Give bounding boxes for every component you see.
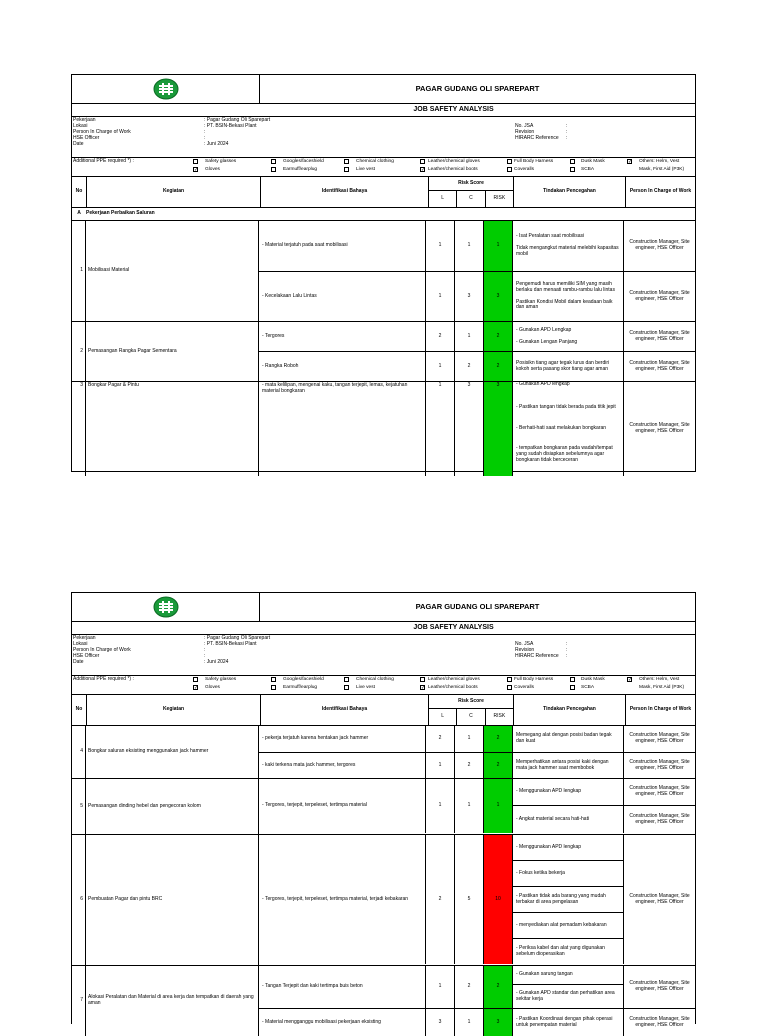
info-label: No. JSA xyxy=(515,641,534,647)
consequence-cell: 2 xyxy=(455,966,484,1008)
control-item: - menyediakan alat pemadam kebakaran xyxy=(513,913,623,939)
ppe-item: Dusk Mask xyxy=(581,159,605,164)
info-label: Date xyxy=(73,659,84,665)
activity-no: 1 xyxy=(72,221,86,321)
pic-text: Construction Manager, Site engineer, HSE Officer xyxy=(624,779,695,806)
ppe-item: Googles/faceshield xyxy=(283,677,324,682)
control-cell xyxy=(513,352,624,381)
company-logo-icon xyxy=(153,596,179,618)
activity-name: Alokasi Peralatan dan Material di area kerja dan tempatkan di daerah yang aman xyxy=(86,966,259,1036)
table-row xyxy=(259,966,695,1009)
ppe-item: Full Body Harness xyxy=(514,159,554,164)
ppe-item: Live vest xyxy=(356,167,375,172)
control-item: - tempatkan bongkaran pada wadah/tempat yang sudah disiapkan sebelumnya agar bongkaran tidak berceceran xyxy=(516,445,613,463)
info-value: : xyxy=(566,641,568,647)
table-row xyxy=(259,1009,695,1036)
hazard-cell: - Material mengganggu mobilisasi pekerjaan eksisting xyxy=(259,1009,426,1036)
risk-cell: 2 xyxy=(484,753,513,778)
jsa-sheet-page-2 xyxy=(71,592,696,1028)
consequence-cell: 1 xyxy=(455,779,484,833)
info-value: : xyxy=(204,129,206,135)
ppe-checkbox[interactable]: ✓ xyxy=(628,677,633,683)
activity-name: Pemasangan dinding hebel dan pengecoran kolom xyxy=(86,779,259,834)
info-value: : xyxy=(204,653,206,659)
control-item: - Menggunakan APD lengkap xyxy=(513,835,623,861)
ppe-item: Live vest xyxy=(356,685,375,690)
likelihood-cell: 2 xyxy=(426,322,455,351)
control-item: - Berhati-hati saat melakukan bongkaran xyxy=(516,424,607,431)
ppe-item: Leather/chemical gloves xyxy=(428,677,480,682)
hazard-cell: - Material terjatuh pada saat mobilisasi xyxy=(259,221,426,271)
header-tindakan: Tindakan Pencegahan xyxy=(514,695,626,725)
risk-cell: 2 xyxy=(484,726,513,752)
ppe-checkbox[interactable] xyxy=(507,159,512,164)
ppe-item: Full Body Harness xyxy=(514,677,554,682)
ppe-checkbox[interactable] xyxy=(193,159,198,164)
control-item: - Isat Peralatan saat mobilisasi xyxy=(516,233,585,240)
ppe-item: Mask, First Aid (P3K) xyxy=(639,685,685,690)
header-risk-score xyxy=(429,695,514,725)
header-kegiatan: Kegiatan xyxy=(87,695,261,725)
ppe-checkbox[interactable]: ✓ xyxy=(194,167,199,173)
info-value: : xyxy=(204,135,206,141)
ppe-checkbox[interactable] xyxy=(507,677,512,682)
ppe-item: Gloves xyxy=(205,167,220,172)
control-item: - Gunakan Lengan Panjang xyxy=(516,338,578,345)
ppe-checkbox[interactable] xyxy=(344,159,349,164)
consequence-cell: 1 xyxy=(455,322,484,351)
table-header xyxy=(72,177,695,208)
hazard-cell: - kaki terkena mata jack hammer, tergores xyxy=(259,753,426,778)
risk-score-label: Risk Score xyxy=(429,695,513,709)
document-title: JOB SAFETY ANALYSIS xyxy=(72,622,695,635)
header-bahaya: Identifikasi Bahaya xyxy=(261,695,429,725)
ppe-item: Earmuff/earplug xyxy=(283,167,318,172)
info-label: Revision xyxy=(515,129,535,135)
control-cell xyxy=(513,322,624,351)
activity-group xyxy=(72,726,695,779)
header-l: L xyxy=(429,709,457,725)
ppe-checkbox[interactable] xyxy=(271,677,276,682)
ppe-item: Chemical clothing xyxy=(356,677,394,682)
ppe-item: Earmuff/earplug xyxy=(283,685,318,690)
ppe-checkbox[interactable] xyxy=(507,685,512,690)
table-row xyxy=(259,272,695,321)
control-item: - Gunakan APD lengkap xyxy=(516,381,570,387)
header-no: No xyxy=(72,177,87,207)
ppe-checkbox[interactable]: ✓ xyxy=(628,159,633,165)
ppe-checkbox[interactable] xyxy=(271,167,276,172)
sheet-header xyxy=(72,593,695,622)
pic-cell: Construction Manager, Site engineer, HSE Officer xyxy=(629,329,690,342)
pic-cell: Construction Manager, Site engineer, HSE Officer xyxy=(629,892,690,905)
table-row xyxy=(259,835,695,964)
activity-group xyxy=(72,835,695,966)
section-row xyxy=(72,208,695,221)
ppe-item: Leather/chemical gloves xyxy=(428,159,480,164)
ppe-item: Dusk Mask xyxy=(581,677,605,682)
ppe-item: Coveralls xyxy=(514,685,534,690)
ppe-item: SCBA xyxy=(581,685,595,690)
ppe-item: Gloves xyxy=(205,685,220,690)
info-label: No. JSA xyxy=(515,123,534,129)
info-value: : xyxy=(566,647,568,653)
info-value: : PT. BSIN-Bekasi Plant xyxy=(204,123,257,129)
consequence-cell: 3 xyxy=(455,382,484,476)
ppe-block xyxy=(72,676,695,695)
activity-name: Bongkar saluran eksisting menggunakan jack hammer xyxy=(86,726,259,778)
hazard-cell: - Tergores, terjepit, terpeleset, tertimpa material, terjadi kebakaran xyxy=(259,835,426,964)
pic-cell: Construction Manager, Site engineer, HSE Officer xyxy=(629,758,690,771)
risk-cell: 1 xyxy=(484,221,513,271)
likelihood-cell: 1 xyxy=(426,382,455,476)
info-label: Pekerjaan xyxy=(73,117,96,123)
header-pic: Person In Charge of Work xyxy=(629,188,692,195)
pic-cell: Construction Manager, Site engineer, HSE Officer xyxy=(629,732,690,744)
ppe-checkbox[interactable] xyxy=(570,677,575,682)
ppe-checkbox[interactable] xyxy=(271,159,276,164)
risk-cell: 3 xyxy=(484,1009,513,1036)
ppe-item: Leather/chemical boots xyxy=(428,167,478,172)
activity-no: 5 xyxy=(72,779,86,834)
control-item: - Pastikan tangan tidak berada pada titik jepit xyxy=(516,403,616,410)
control-item: - Periksa kabel dan alat yang digunakan sebelum dioperasikan xyxy=(516,944,605,957)
ppe-block xyxy=(72,158,695,177)
activity-name: Pembuatan Pagar dan pintu BRC xyxy=(86,835,259,965)
info-value: : Pagar Gudang Oli Sparepart xyxy=(204,635,271,641)
info-block xyxy=(72,635,695,676)
info-label: Date xyxy=(73,141,84,147)
pic-cell: Construction Manager, Site engineer, HSE Officer xyxy=(629,980,690,992)
risk-cell: 10 xyxy=(484,835,513,964)
info-label: Person In Charge of Work xyxy=(73,129,131,135)
header-c: C xyxy=(457,191,485,207)
pic-cell: Construction Manager, Site engineer, HSE Officer xyxy=(629,359,690,372)
control-item: Pengemudi harus memiliki SIM yang masih berlaku dan menaati rambu-rambu lalu lintas xyxy=(516,281,615,293)
consequence-cell: 2 xyxy=(455,352,484,381)
control-cell xyxy=(513,1009,624,1036)
info-label: Pekerjaan xyxy=(73,635,96,641)
control-item: - Pastikan tidak ada barang yang mudah terbakar di area pengelasan xyxy=(513,887,623,913)
ppe-checkbox[interactable]: ✓ xyxy=(421,167,426,173)
pic-cell: Construction Manager, Site engineer, HSE Officer xyxy=(629,289,690,302)
pic-cell: Construction Manager, Site engineer, HSE Officer xyxy=(629,239,690,251)
consequence-cell: 5 xyxy=(455,835,484,964)
activity-name: Bongkar Pagar & Pintu xyxy=(86,382,259,476)
likelihood-cell: 1 xyxy=(426,221,455,271)
table-row xyxy=(259,221,695,272)
ppe-item: Safety glasses xyxy=(205,159,237,164)
control-cell xyxy=(513,835,624,964)
risk-cell: 1 xyxy=(484,779,513,833)
activity-no: 7 xyxy=(72,966,86,1036)
consequence-cell: 1 xyxy=(455,1009,484,1036)
activity-no: 3 xyxy=(72,382,86,476)
project-title: PAGAR GUDANG OLI SPAREPART xyxy=(415,83,540,93)
hazard-cell: - mata kelilipan, mengenai kaku, tangan terjepit, lemas, kejatuhan material bongkaran xyxy=(259,382,426,476)
header-c: C xyxy=(457,709,485,725)
control-item: - Menggunakan APD lengkap xyxy=(513,779,623,806)
likelihood-cell: 1 xyxy=(426,779,455,833)
header-tindakan: Tindakan Pencegahan xyxy=(514,177,626,207)
control-item: - Gunakan APD Lengkap xyxy=(516,326,572,333)
ppe-checkbox[interactable] xyxy=(420,159,425,164)
control-item: - Gunakan sarung tangan xyxy=(513,966,623,985)
consequence-cell: 1 xyxy=(455,726,484,752)
info-label: Lokasi xyxy=(73,641,88,647)
header-pic: Person In Charge of Work xyxy=(629,706,692,713)
section-title: Pekerjaan Perbaikan Saluran xyxy=(86,210,155,217)
pic-cell xyxy=(624,779,695,833)
info-label: HIRARC Reference xyxy=(515,653,559,659)
control-item: Posisikn tiang agar tegak lurus dan berdiri kokoh serta pasang skor tiang agar aman xyxy=(516,359,610,372)
jsa-sheet-page-1 xyxy=(71,74,696,472)
activity-name: Mobilisasi Material xyxy=(86,221,259,321)
table-row xyxy=(259,779,695,833)
control-cell xyxy=(513,272,624,321)
risk-cell: 2 xyxy=(484,352,513,381)
table-row xyxy=(259,726,695,753)
company-logo xyxy=(72,75,260,103)
ppe-item: SCBA xyxy=(581,167,595,172)
header-risk-score xyxy=(429,177,514,207)
ppe-item: Coveralls xyxy=(514,167,534,172)
info-value: : xyxy=(566,135,568,141)
sheet-header xyxy=(72,75,695,104)
ppe-checkbox[interactable] xyxy=(271,685,276,690)
header-kegiatan: Kegiatan xyxy=(87,177,261,207)
likelihood-cell: 3 xyxy=(426,1009,455,1036)
control-cell xyxy=(513,726,624,752)
info-value: : Juni 2024 xyxy=(204,141,229,147)
ppe-item: Others: Helm, Vest xyxy=(639,677,680,682)
ppe-item: Safety glasses xyxy=(205,677,237,682)
pic-cell: Construction Manager, Site engineer, HSE Officer xyxy=(629,422,690,434)
info-label: HIRARC Reference xyxy=(515,135,559,141)
control-item: - Angkat material secara hati-hati xyxy=(516,815,590,822)
likelihood-cell: 2 xyxy=(426,835,455,964)
likelihood-cell: 1 xyxy=(426,352,455,381)
hazard-cell: - Tergores, terjepit, terpeleset, tertimpa material xyxy=(259,779,426,833)
table-header xyxy=(72,695,695,726)
consequence-cell: 3 xyxy=(455,272,484,321)
section-id: A xyxy=(77,210,81,217)
control-item: Tidak mengangkut material melebihi kapasitas mobil xyxy=(516,245,619,257)
ppe-checkbox[interactable] xyxy=(344,677,349,682)
ppe-label: Additional PPE required *) : xyxy=(73,158,134,164)
activity-no: 4 xyxy=(72,726,86,778)
activity-group xyxy=(72,779,695,835)
info-value: : xyxy=(566,123,568,129)
info-value: : PT. BSIN-Bekasi Plant xyxy=(204,641,257,647)
info-value: : xyxy=(204,647,206,653)
control-cell xyxy=(513,382,624,476)
control-cell xyxy=(513,966,624,1008)
activity-group xyxy=(72,382,695,476)
project-title: PAGAR GUDANG OLI SPAREPART xyxy=(415,601,540,611)
control-item: Memperhatikan antara posisi kaki dengan mata jack hammer saat membobok xyxy=(516,758,609,771)
activity-group xyxy=(72,221,695,322)
ppe-checkbox[interactable] xyxy=(570,685,575,690)
table-row xyxy=(259,382,695,476)
ppe-checkbox[interactable]: ✓ xyxy=(421,685,426,691)
ppe-checkbox[interactable] xyxy=(507,167,512,172)
control-item: Pastikan Kondisi Mobil dalam keadaan baik dan aman xyxy=(516,298,613,311)
pic-cell: Construction Manager, Site engineer, HSE Officer xyxy=(629,1015,690,1028)
header-l: L xyxy=(429,191,457,207)
likelihood-cell: 1 xyxy=(426,753,455,778)
info-label: Person In Charge of Work xyxy=(73,647,131,653)
risk-cell: 3 xyxy=(484,272,513,321)
info-value: : xyxy=(566,653,568,659)
ppe-checkbox[interactable] xyxy=(570,167,575,172)
control-item: - Fokus ketika bekerja xyxy=(513,861,623,887)
likelihood-cell: 2 xyxy=(426,726,455,752)
info-value: : Juni 2024 xyxy=(204,659,229,665)
info-label: Lokasi xyxy=(73,123,88,129)
header-bahaya: Identifikasi Bahaya xyxy=(261,177,429,207)
control-item: - Gunakan APD standar dan perhatikan area sekitar kerja xyxy=(516,989,615,1002)
hazard-cell: - Kecelakaan Lalu Lintas xyxy=(259,272,426,321)
ppe-checkbox[interactable] xyxy=(344,685,349,690)
company-logo-icon xyxy=(153,78,179,100)
header-no: No xyxy=(72,695,87,725)
control-cell xyxy=(513,221,624,271)
header-risk: RISK xyxy=(493,195,506,202)
control-cell xyxy=(513,779,624,833)
ppe-checkbox[interactable]: ✓ xyxy=(194,685,199,691)
ppe-item: Chemical clothing xyxy=(356,159,394,164)
info-block xyxy=(72,117,695,158)
control-cell xyxy=(513,753,624,778)
company-logo xyxy=(72,593,260,621)
ppe-checkbox[interactable] xyxy=(570,159,575,164)
likelihood-cell: 1 xyxy=(426,966,455,1008)
info-value: : Pagar Gudang Oli Sparepart xyxy=(204,117,271,123)
likelihood-cell: 1 xyxy=(426,272,455,321)
header-risk: RISK xyxy=(493,713,506,720)
ppe-checkbox[interactable] xyxy=(420,677,425,682)
ppe-checkbox[interactable] xyxy=(193,677,198,682)
info-label: HSE Officer xyxy=(73,653,100,659)
table-row xyxy=(259,753,695,778)
info-value: : xyxy=(566,129,568,135)
consequence-cell: 1 xyxy=(455,221,484,271)
risk-cell: 2 xyxy=(484,966,513,1008)
info-label: Revision xyxy=(515,647,535,653)
table-row xyxy=(259,322,695,352)
ppe-item: Others: Helm, Vest xyxy=(639,159,680,164)
activity-group xyxy=(72,966,695,1036)
hazard-cell: - Tangan Terjepit dan kaki tertimpa buis beton xyxy=(259,966,426,1008)
activity-no: 2 xyxy=(72,322,86,381)
hazard-cell: - Rangka Roboh xyxy=(259,352,426,381)
risk-cell: 2 xyxy=(484,322,513,351)
document-title: JOB SAFETY ANALYSIS xyxy=(72,104,695,117)
control-item: - Pastikan Koordinasi dengan pihak operasi untuk penempatan material xyxy=(516,1015,613,1028)
ppe-item: Googles/faceshield xyxy=(283,159,324,164)
hazard-cell: - Tergores xyxy=(259,322,426,351)
consequence-cell: 2 xyxy=(455,753,484,778)
activity-name: Pemasangan Rangka Pagar Sementara xyxy=(86,322,259,381)
activity-group xyxy=(72,322,695,382)
control-item: Memegang alat dengan posisi badan tegak dan kuat xyxy=(516,732,612,744)
risk-cell: 3 xyxy=(484,382,513,476)
ppe-checkbox[interactable] xyxy=(344,167,349,172)
activity-no: 6 xyxy=(72,835,86,965)
ppe-label: Additional PPE required *) : xyxy=(73,676,134,682)
table-row xyxy=(259,352,695,381)
info-label: HSE Officer xyxy=(73,135,100,141)
ppe-item: Mask, First Aid (P3K) xyxy=(639,167,685,172)
ppe-item: Leather/chemical boots xyxy=(428,685,478,690)
risk-score-label: Risk Score xyxy=(429,177,513,191)
hazard-cell: - pekerja terjatuh karena hentakan jack hammer xyxy=(259,726,426,752)
pic-text: Construction Manager, Site engineer, HSE Officer xyxy=(629,812,690,825)
